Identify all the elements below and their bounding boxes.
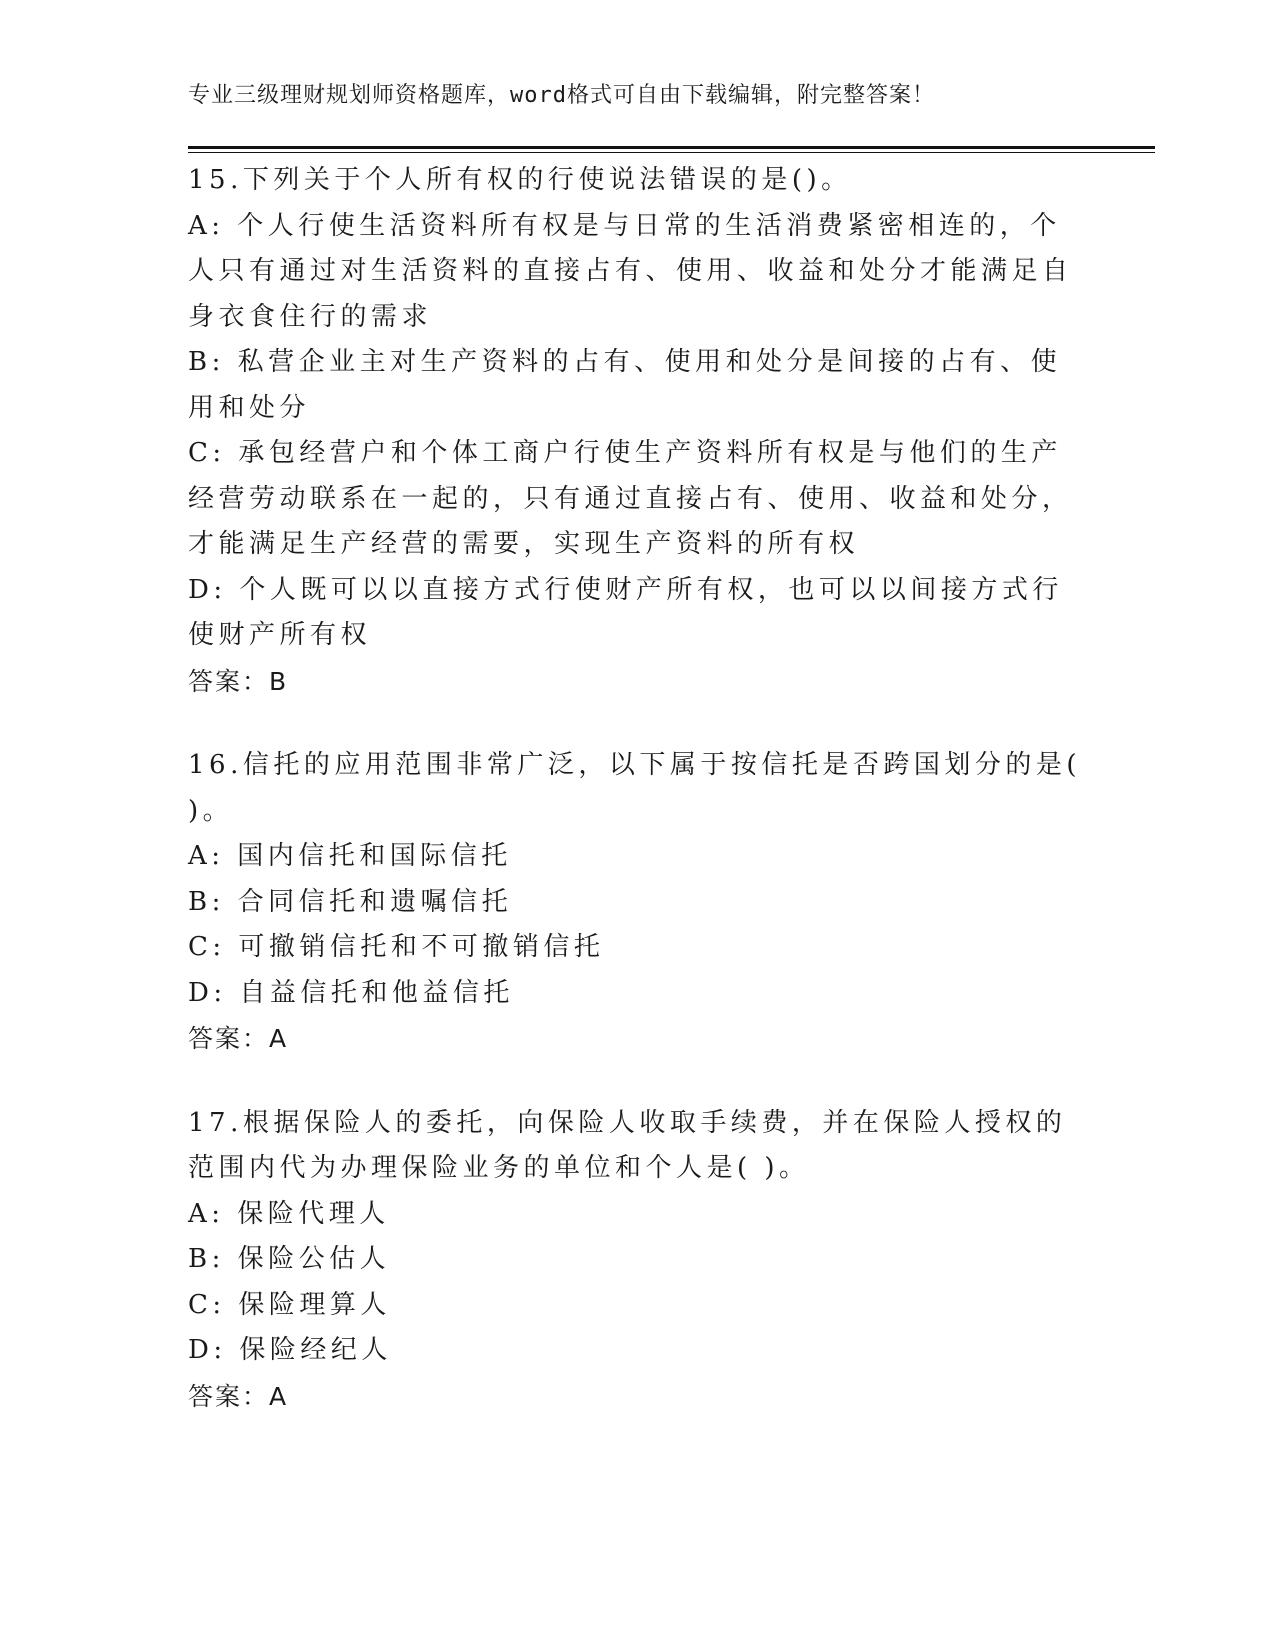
- page-header: 专业三级理财规划师资格题库，word格式可自由下载编辑，附完整答案！: [188, 83, 935, 108]
- option-c: C: 承包经营户和个体工商户行使生产资料所有权是与他们的生产经营劳动联系在一起的，只有通过直接占有、使用、收益和处分，才能满足生产经营的需要，实现生产资料的所有权: [188, 438, 1073, 559]
- option-a: A: 国内信托和国际信托: [188, 841, 512, 871]
- question-stem: 15.下列关于个人所有权的行使说法错误的是()。: [188, 165, 852, 195]
- option-d: D: 个人既可以以直接方式行使财产所有权，也可以以间接方式行使财产所有权: [188, 574, 1063, 650]
- question-15: [188, 158, 1088, 704]
- option-c: C: 保险理算人: [188, 1289, 391, 1320]
- question-list: [188, 158, 1088, 1458]
- option-b: B: 合同信托和遗嘱信托: [188, 886, 513, 917]
- question-stem: 17.根据保险人的委托，向保险人收取手续费，并在保险人授权的范围内代为办理保险业务的单位和个人是( )。: [188, 1107, 1067, 1183]
- question-17: [188, 1101, 1088, 1420]
- option-c: C: 可撤销信托和不可撤销信托: [188, 932, 605, 962]
- answer-label: 答案：A: [188, 1381, 289, 1411]
- question-16: [188, 743, 1088, 1062]
- answer-label: 答案：B: [188, 666, 289, 696]
- option-b: B: 私营企业主对生产资料的占有、使用和处分是间接的占有、使用和处分: [188, 347, 1062, 423]
- header-rule-thick: [188, 146, 1155, 149]
- header-rule-thin: [188, 152, 1155, 153]
- answer-label: 答案：A: [188, 1024, 289, 1053]
- option-a: A: 个人行使生活资料所有权是与日常的生活消费紧密相连的，个人只有通过对生活资料的直接占有、使用、收益和处分才能满足自身衣食住行的需求: [188, 210, 1073, 332]
- option-d: D: 保险经纪人: [188, 1335, 392, 1365]
- option-b: B: 保险公估人: [188, 1244, 391, 1274]
- option-d: D: 自益信托和他益信托: [188, 977, 514, 1008]
- question-stem: 16.信托的应用范围非常广泛，以下属于按信托是否跨国划分的是( )。: [188, 750, 1081, 826]
- option-a: A: 保险代理人: [188, 1198, 390, 1229]
